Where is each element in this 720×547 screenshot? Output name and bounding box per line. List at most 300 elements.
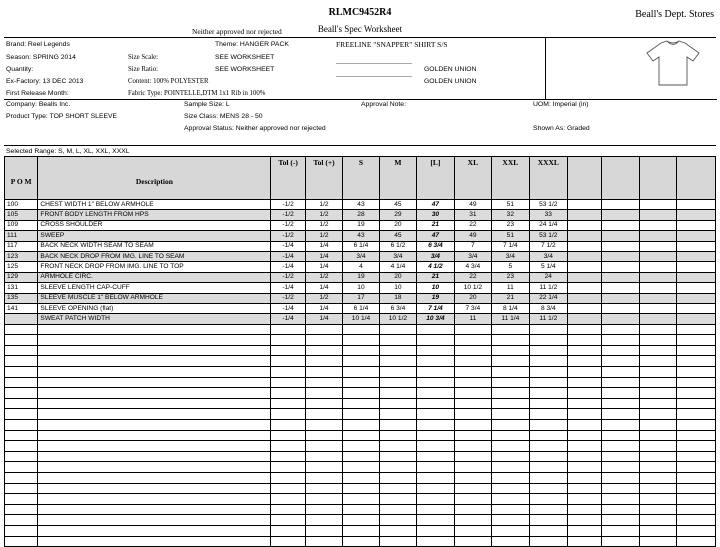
empty-cell <box>343 345 379 356</box>
empty-cell <box>568 210 602 220</box>
size-xxl-cell: 51 <box>492 200 529 210</box>
company-name: Beall's Dept. Stores <box>635 9 714 20</box>
empty-cell <box>568 398 602 409</box>
empty-cell <box>602 483 639 494</box>
empty-cell <box>602 324 639 335</box>
empty-cell <box>271 525 305 536</box>
empty-cell <box>5 451 38 462</box>
empty-cell <box>271 441 305 452</box>
empty-cell <box>38 367 271 378</box>
header-empty <box>602 157 639 200</box>
empty-cell <box>454 451 491 462</box>
table-row <box>5 283 716 293</box>
size-xxxl-cell: 11 1/2 <box>529 314 567 324</box>
empty-cell <box>677 409 716 420</box>
tol-minus-cell: -1/4 <box>271 314 305 324</box>
empty-cell <box>602 231 639 241</box>
size-m-cell: 6 1/2 <box>379 241 416 251</box>
size-ratio-label: Size Ratio: <box>128 66 159 73</box>
tol-minus-cell: -1/2 <box>271 293 305 303</box>
description-cell: SLEEVE LENGTH CAP-CUFF <box>38 283 271 293</box>
empty-cell <box>454 494 491 505</box>
empty-cell <box>454 388 491 399</box>
empty-cell <box>568 356 602 367</box>
empty-cell <box>639 441 676 452</box>
empty-cell <box>639 241 676 251</box>
empty-cell <box>5 409 38 420</box>
approval-status-top: Neither approved nor rejected <box>192 27 282 36</box>
size-m-cell: 29 <box>379 210 416 220</box>
empty-cell <box>343 398 379 409</box>
empty-cell <box>305 441 342 452</box>
empty-cell <box>677 420 716 431</box>
pom-cell: 111 <box>5 231 38 241</box>
tol-plus-cell: 1/4 <box>305 283 342 293</box>
empty-cell <box>417 504 454 515</box>
tol-minus-cell: -1/2 <box>271 272 305 282</box>
empty-cell <box>417 335 454 346</box>
empty-cell <box>271 356 305 367</box>
empty-cell <box>417 441 454 452</box>
empty-cell <box>417 430 454 441</box>
blank-row <box>5 504 716 515</box>
size-scale-label: Size Scale: <box>128 54 159 61</box>
empty-cell <box>639 525 676 536</box>
empty-cell <box>639 398 676 409</box>
blank-row <box>5 536 716 547</box>
size-s-cell: 10 1/4 <box>343 314 379 324</box>
empty-cell <box>5 494 38 505</box>
empty-cell <box>602 398 639 409</box>
empty-cell <box>454 367 491 378</box>
size-xxxl-cell: 53 1/2 <box>529 231 567 241</box>
empty-cell <box>602 210 639 220</box>
empty-cell <box>677 430 716 441</box>
empty-cell <box>568 367 602 378</box>
empty-cell <box>271 473 305 484</box>
empty-cell <box>568 335 602 346</box>
size-s-cell: 4 <box>343 262 379 272</box>
empty-cell <box>454 441 491 452</box>
empty-cell <box>492 525 529 536</box>
empty-cell <box>639 303 676 313</box>
empty-cell <box>529 345 567 356</box>
empty-cell <box>343 473 379 484</box>
empty-cell <box>639 356 676 367</box>
empty-cell <box>639 504 676 515</box>
empty-cell <box>639 462 676 473</box>
size-xxl-cell: 8 1/4 <box>492 303 529 313</box>
empty-cell <box>5 335 38 346</box>
empty-cell <box>343 525 379 536</box>
empty-cell <box>639 451 676 462</box>
empty-cell <box>529 536 567 547</box>
color-line <box>336 63 412 64</box>
size-xxl-cell: 23 <box>492 272 529 282</box>
selected-range: Selected Range: S, M, L, XL, XXL, XXXL <box>6 148 130 155</box>
size-xxxl-cell: 24 <box>529 272 567 282</box>
empty-cell <box>602 293 639 303</box>
size-m-cell: 20 <box>379 220 416 230</box>
blank-row <box>5 451 716 462</box>
empty-cell <box>305 377 342 388</box>
empty-cell <box>305 430 342 441</box>
table-row <box>5 200 716 210</box>
empty-cell <box>417 367 454 378</box>
size-m-cell: 3/4 <box>379 251 416 261</box>
size-l-cell: 30 <box>417 210 454 220</box>
empty-cell <box>38 356 271 367</box>
empty-cell <box>568 314 602 324</box>
tol-plus-cell: 1/2 <box>305 200 342 210</box>
empty-cell <box>454 536 491 547</box>
empty-cell <box>568 515 602 526</box>
description-cell: ARMHOLE CIRC. <box>38 272 271 282</box>
empty-cell <box>602 335 639 346</box>
empty-cell <box>529 324 567 335</box>
empty-cell <box>305 515 342 526</box>
empty-cell <box>568 324 602 335</box>
empty-cell <box>454 356 491 367</box>
empty-cell <box>271 462 305 473</box>
approval-status: Approval Status: Neither approved nor rejected <box>184 125 326 132</box>
empty-cell <box>568 231 602 241</box>
empty-cell <box>343 462 379 473</box>
empty-cell <box>602 409 639 420</box>
empty-cell <box>677 441 716 452</box>
empty-cell <box>379 398 416 409</box>
header-empty <box>677 157 716 200</box>
empty-cell <box>5 430 38 441</box>
blank-row <box>5 335 716 346</box>
empty-cell <box>529 356 567 367</box>
size-xxl-cell: 11 <box>492 283 529 293</box>
sketch-box <box>545 37 717 100</box>
table-row <box>5 262 716 272</box>
empty-cell <box>529 398 567 409</box>
empty-cell <box>38 409 271 420</box>
empty-cell <box>568 241 602 251</box>
tol-plus-cell: 1/2 <box>305 272 342 282</box>
empty-cell <box>602 283 639 293</box>
blank-row <box>5 441 716 452</box>
brand: Brand: Reel Legends <box>6 41 70 48</box>
empty-cell <box>305 483 342 494</box>
empty-cell <box>38 430 271 441</box>
style-number: RLMC9452R4 <box>328 7 392 18</box>
pom-cell: 117 <box>5 241 38 251</box>
size-m-cell: 10 1/2 <box>379 314 416 324</box>
description-cell: SLEEVE OPENING (flat) <box>38 303 271 313</box>
empty-cell <box>5 441 38 452</box>
empty-cell <box>271 377 305 388</box>
size-ratio-value: SEE WORKSHEET <box>215 66 275 73</box>
empty-cell <box>271 388 305 399</box>
empty-cell <box>568 473 602 484</box>
empty-cell <box>602 345 639 356</box>
size-xl-cell: 31 <box>454 210 491 220</box>
empty-cell <box>38 377 271 388</box>
empty-cell <box>38 335 271 346</box>
empty-cell <box>343 420 379 431</box>
empty-cell <box>639 200 676 210</box>
empty-cell <box>529 483 567 494</box>
empty-cell <box>454 420 491 431</box>
empty-cell <box>677 504 716 515</box>
empty-cell <box>271 483 305 494</box>
empty-cell <box>5 462 38 473</box>
empty-cell <box>677 451 716 462</box>
blank-row <box>5 398 716 409</box>
empty-cell <box>602 515 639 526</box>
empty-cell <box>492 483 529 494</box>
empty-cell <box>602 200 639 210</box>
empty-cell <box>271 420 305 431</box>
empty-cell <box>305 324 342 335</box>
empty-cell <box>305 494 342 505</box>
size-s-cell: 6 1/4 <box>343 241 379 251</box>
empty-cell <box>38 398 271 409</box>
shown-as: Shown As: Graded <box>533 125 590 132</box>
empty-cell <box>529 525 567 536</box>
empty-cell <box>38 345 271 356</box>
size-xl-cell: 3/4 <box>454 251 491 261</box>
header-size-m: M <box>379 157 416 200</box>
empty-cell <box>343 536 379 547</box>
empty-cell <box>677 367 716 378</box>
empty-cell <box>677 220 716 230</box>
size-xxl-cell: 23 <box>492 220 529 230</box>
empty-cell <box>454 324 491 335</box>
table-row <box>5 231 716 241</box>
empty-cell <box>5 324 38 335</box>
empty-cell <box>639 388 676 399</box>
size-l-cell: 7 1/4 <box>417 303 454 313</box>
pom-cell: 141 <box>5 303 38 313</box>
empty-cell <box>343 483 379 494</box>
empty-cell <box>379 462 416 473</box>
empty-cell <box>271 409 305 420</box>
empty-cell <box>417 462 454 473</box>
tol-minus-cell: -1/2 <box>271 210 305 220</box>
empty-cell <box>454 525 491 536</box>
size-m-cell: 10 <box>379 283 416 293</box>
empty-cell <box>639 483 676 494</box>
size-l-cell: 21 <box>417 272 454 282</box>
description-cell: CHEST WIDTH 1" BELOW ARMHOLE <box>38 200 271 210</box>
empty-cell <box>602 241 639 251</box>
empty-cell <box>454 430 491 441</box>
empty-cell <box>5 388 38 399</box>
empty-cell <box>271 335 305 346</box>
empty-cell <box>677 377 716 388</box>
description-cell: BACK NECK WIDTH SEAM TO SEAM <box>38 241 271 251</box>
empty-cell <box>492 515 529 526</box>
size-m-cell: 20 <box>379 272 416 282</box>
tol-minus-cell: -1/4 <box>271 241 305 251</box>
empty-cell <box>639 210 676 220</box>
size-m-cell: 45 <box>379 231 416 241</box>
size-l-cell: 10 <box>417 283 454 293</box>
empty-cell <box>677 388 716 399</box>
empty-cell <box>492 335 529 346</box>
tol-minus-cell: -1/2 <box>271 231 305 241</box>
empty-cell <box>454 473 491 484</box>
tol-plus-cell: 1/4 <box>305 262 342 272</box>
theme: Theme: HANGER PACK <box>215 41 289 48</box>
empty-cell <box>568 262 602 272</box>
empty-cell <box>379 525 416 536</box>
blank-row <box>5 409 716 420</box>
company-field: Company: Bealls Inc. <box>6 101 71 108</box>
tol-minus-cell: -1/4 <box>271 303 305 313</box>
empty-cell <box>343 377 379 388</box>
table-row <box>5 241 716 251</box>
empty-cell <box>568 200 602 210</box>
empty-cell <box>568 220 602 230</box>
empty-cell <box>602 462 639 473</box>
empty-cell <box>677 345 716 356</box>
empty-cell <box>639 409 676 420</box>
empty-cell <box>5 473 38 484</box>
empty-cell <box>38 536 271 547</box>
table-row <box>5 314 716 324</box>
empty-cell <box>305 356 342 367</box>
tol-minus-cell: -1/2 <box>271 220 305 230</box>
table-row <box>5 303 716 313</box>
empty-cell <box>568 272 602 282</box>
table-row <box>5 272 716 282</box>
empty-cell <box>271 536 305 547</box>
empty-cell <box>602 377 639 388</box>
tol-plus-cell: 1/4 <box>305 314 342 324</box>
empty-cell <box>417 345 454 356</box>
empty-cell <box>5 525 38 536</box>
pom-cell <box>5 314 38 324</box>
pom-cell: 129 <box>5 272 38 282</box>
size-s-cell: 17 <box>343 293 379 303</box>
empty-cell <box>5 377 38 388</box>
size-l-cell: 47 <box>417 231 454 241</box>
empty-cell <box>492 409 529 420</box>
pom-cell: 109 <box>5 220 38 230</box>
empty-cell <box>602 388 639 399</box>
table-row <box>5 220 716 230</box>
empty-cell <box>492 388 529 399</box>
empty-cell <box>492 356 529 367</box>
empty-cell <box>492 451 529 462</box>
empty-cell <box>38 525 271 536</box>
blank-row <box>5 377 716 388</box>
empty-cell <box>602 314 639 324</box>
tol-plus-cell: 1/2 <box>305 231 342 241</box>
size-l-cell: 4 1/2 <box>417 262 454 272</box>
blank-row <box>5 525 716 536</box>
empty-cell <box>568 345 602 356</box>
empty-cell <box>417 398 454 409</box>
empty-cell <box>639 324 676 335</box>
empty-cell <box>568 504 602 515</box>
blank-row <box>5 483 716 494</box>
size-xxxl-cell: 11 1/2 <box>529 283 567 293</box>
empty-cell <box>492 420 529 431</box>
empty-cell <box>271 345 305 356</box>
size-xxl-cell: 11 1/4 <box>492 314 529 324</box>
size-m-cell: 6 3/4 <box>379 303 416 313</box>
fabric-type: Fabric Type: POINTELLE,DTM 1x1 Rib in 100% <box>128 90 266 97</box>
empty-cell <box>639 430 676 441</box>
empty-cell <box>343 367 379 378</box>
empty-cell <box>379 388 416 399</box>
empty-cell <box>677 251 716 261</box>
blank-row <box>5 420 716 431</box>
empty-cell <box>38 494 271 505</box>
pom-cell: 131 <box>5 283 38 293</box>
size-xl-cell: 22 <box>454 220 491 230</box>
empty-cell <box>379 483 416 494</box>
empty-cell <box>602 251 639 261</box>
tol-plus-cell: 1/4 <box>305 241 342 251</box>
size-l-cell: 3/4 <box>417 251 454 261</box>
empty-cell <box>38 504 271 515</box>
empty-cell <box>5 420 38 431</box>
spec-table <box>4 156 716 535</box>
product-type: Product Type: TOP SHORT SLEEVE <box>6 113 118 120</box>
size-xxxl-cell: 7 1/2 <box>529 241 567 251</box>
empty-cell <box>417 409 454 420</box>
empty-cell <box>38 483 271 494</box>
empty-cell <box>305 536 342 547</box>
divider <box>4 99 716 100</box>
empty-cell <box>305 409 342 420</box>
empty-cell <box>305 451 342 462</box>
empty-cell <box>305 367 342 378</box>
tol-plus-cell: 1/2 <box>305 210 342 220</box>
empty-cell <box>343 441 379 452</box>
divider <box>4 145 716 146</box>
size-scale-value: SEE WORKSHEET <box>215 54 275 61</box>
size-xxxl-cell: 3/4 <box>529 251 567 261</box>
empty-cell <box>379 377 416 388</box>
empty-cell <box>639 262 676 272</box>
empty-cell <box>417 388 454 399</box>
empty-cell <box>639 293 676 303</box>
tol-minus-cell: -1/4 <box>271 262 305 272</box>
size-xl-cell: 10 1/2 <box>454 283 491 293</box>
color-line <box>336 76 412 77</box>
empty-cell <box>677 515 716 526</box>
sample-size: Sample Size: L <box>184 101 230 108</box>
description-cell: SWEEP <box>38 231 271 241</box>
first-release: First Release Month: <box>6 90 69 97</box>
description-cell: FRONT NECK DROP FROM IMG. LINE TO TOP <box>38 262 271 272</box>
size-l-cell: 47 <box>417 200 454 210</box>
size-s-cell: 28 <box>343 210 379 220</box>
header-description: Description <box>38 157 271 200</box>
empty-cell <box>529 335 567 346</box>
empty-cell <box>454 398 491 409</box>
empty-cell <box>38 388 271 399</box>
size-xxl-cell: 7 1/4 <box>492 241 529 251</box>
empty-cell <box>602 303 639 313</box>
empty-cell <box>271 451 305 462</box>
empty-cell <box>343 515 379 526</box>
empty-cell <box>5 356 38 367</box>
empty-cell <box>602 441 639 452</box>
empty-cell <box>5 345 38 356</box>
empty-cell <box>602 504 639 515</box>
empty-cell <box>529 515 567 526</box>
